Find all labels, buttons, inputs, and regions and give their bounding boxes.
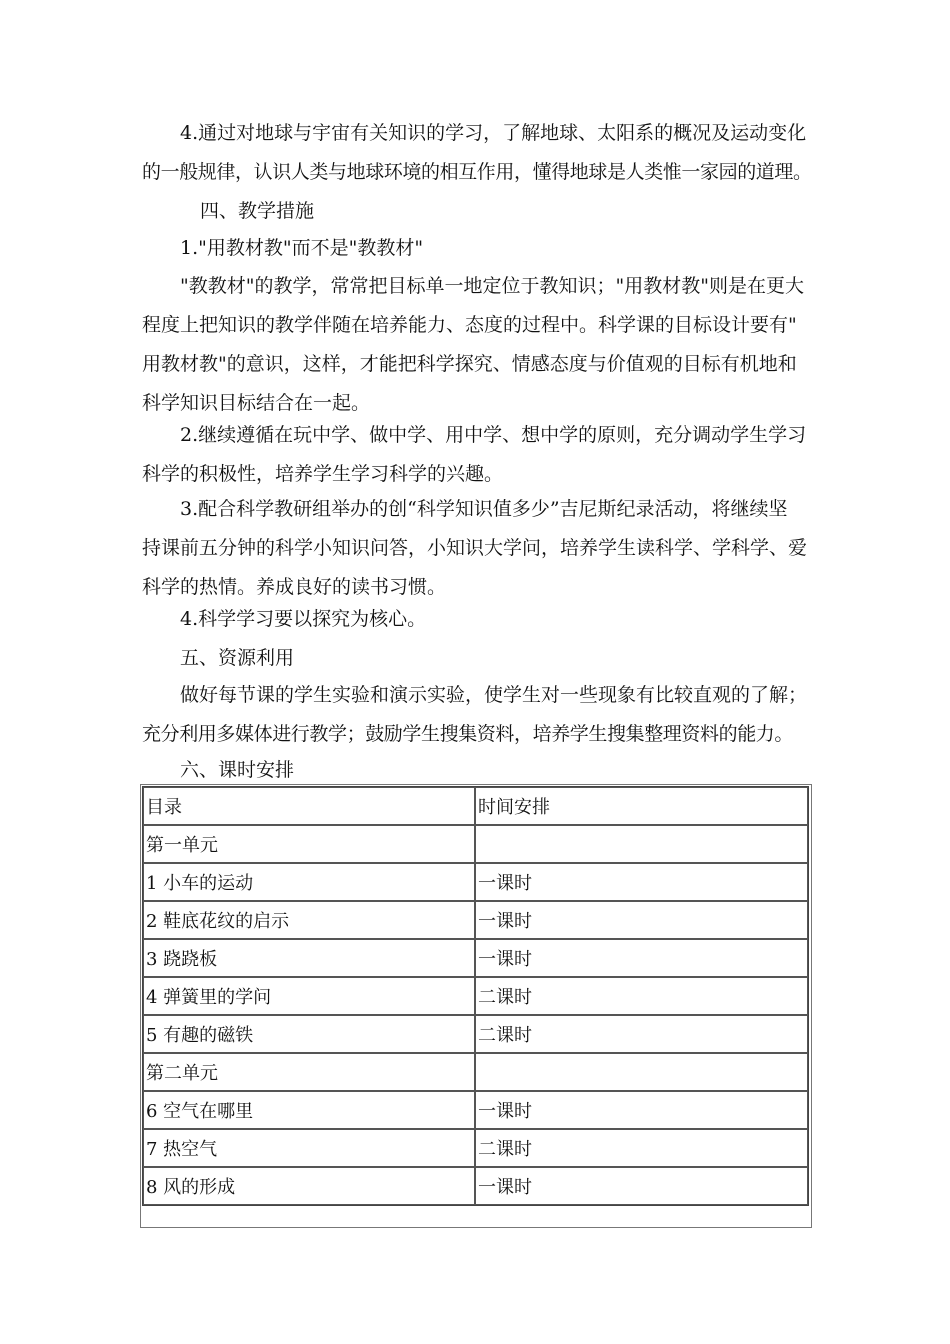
text-line: 1."用教材教"而不是"教教材" [180, 237, 424, 259]
lesson-title-cell: 第二单元 [143, 1053, 475, 1091]
heading-text: 五、资源利用 [180, 647, 295, 669]
measure-4 [142, 600, 810, 639]
text-line: 3.配合科学教研组举办的创“科学知识值多少”吉尼斯纪录活动，将继续坚 [180, 498, 788, 520]
measure-1-body [142, 267, 810, 423]
text-line: 科学知识目标结合在一起。 [142, 392, 371, 414]
lesson-title-cell: 1 小车的运动 [143, 863, 475, 901]
measure-3 [142, 490, 810, 607]
lesson-time-cell: 二课时 [475, 1129, 808, 1167]
lesson-time-cell: 一课时 [475, 939, 808, 977]
text-line: 程度上把知识的教学伴随在培养能力、态度的过程中。科学课的目标设计要有" [142, 314, 797, 336]
text-line: 充分利用多媒体进行教学；鼓励学生搜集资料，培养学生搜集整理资料的能力。 [142, 723, 794, 745]
table-row [143, 1167, 808, 1205]
measure-1-title [142, 229, 810, 268]
column-header-time: 时间安排 [475, 787, 808, 825]
lesson-title-cell: 7 热空气 [143, 1129, 475, 1167]
text-line: "教教材"的教学，常常把目标单一地定位于教知识；"用教材教"则是在更大 [180, 275, 804, 297]
lesson-time-cell: 二课时 [475, 977, 808, 1015]
table-row [143, 1053, 808, 1091]
column-header-contents: 目录 [143, 787, 475, 825]
table-row [143, 1015, 808, 1053]
text-line: 4.通过对地球与宇宙有关知识的学习，了解地球、太阳系的概况及运动变化 [180, 122, 807, 144]
heading-text: 四、教学措施 [200, 200, 315, 222]
lesson-time-cell: 一课时 [475, 1091, 808, 1129]
lesson-title-cell: 6 空气在哪里 [143, 1091, 475, 1129]
text-line: 科学的积极性，培养学生学习科学的兴趣。 [142, 463, 504, 485]
table-row [143, 1091, 808, 1129]
table-row [143, 901, 808, 939]
table-header-row [143, 787, 808, 825]
text-line: 用教材教"的意识，这样，才能把科学探究、情感态度与价值观的目标有机地和 [142, 353, 797, 375]
text-line: 科学的热情。养成良好的读书习惯。 [142, 576, 447, 598]
text-line: 持课前五分钟的科学小知识问答，小知识大学问，培养学生读科学、学科学、爱 [142, 537, 808, 559]
schedule-table [142, 786, 809, 1206]
text-line: 4.科学学习要以探究为核心。 [180, 608, 427, 630]
text-line: 2.继续遵循在玩中学、做中学、用中学、想中学的原则，充分调动学生学习 [180, 424, 807, 446]
resources-body [142, 676, 810, 754]
lesson-title-cell: 5 有趣的磁铁 [143, 1015, 475, 1053]
lesson-time-cell [475, 1053, 808, 1091]
lesson-title-cell: 3 跷跷板 [143, 939, 475, 977]
text-line: 的一般规律，认识人类与地球环境的相互作用，懂得地球是人类惟一家园的道理。 [142, 161, 812, 183]
table-row [143, 1129, 808, 1167]
paragraph-goal-4 [142, 114, 810, 192]
heading-text: 六、课时安排 [180, 759, 295, 781]
text-line: 做好每节课的学生实验和演示实验，使学生对一些现象有比较直观的了解； [180, 684, 808, 706]
lesson-time-cell [475, 825, 808, 863]
heading-schedule [142, 751, 810, 790]
lesson-time-cell: 一课时 [475, 1167, 808, 1205]
lesson-title-cell: 8 风的形成 [143, 1167, 475, 1205]
measure-2 [142, 416, 810, 494]
lesson-time-cell: 一课时 [475, 863, 808, 901]
heading-resources [142, 639, 810, 678]
lesson-time-cell: 一课时 [475, 901, 808, 939]
lesson-title-cell: 2 鞋底花纹的启示 [143, 901, 475, 939]
lesson-title-cell: 第一单元 [143, 825, 475, 863]
table-row [143, 863, 808, 901]
lesson-time-cell: 二课时 [475, 1015, 808, 1053]
table-row [143, 825, 808, 863]
table-row [143, 977, 808, 1015]
table-row [143, 939, 808, 977]
heading-teaching-measures [200, 192, 868, 231]
lesson-title-cell: 4 弹簧里的学问 [143, 977, 475, 1015]
